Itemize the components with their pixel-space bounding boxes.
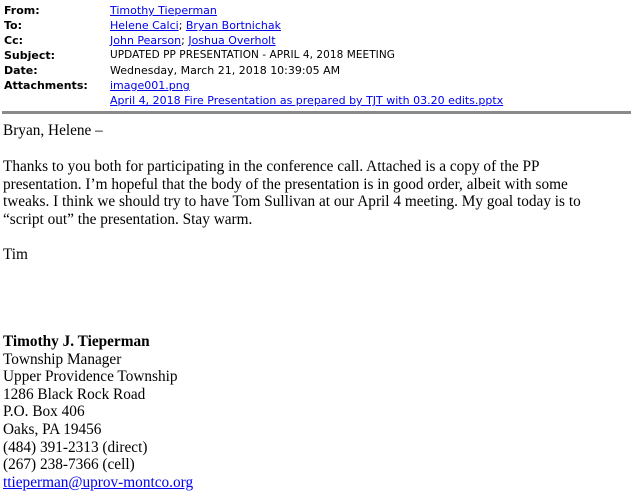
signature-title: Township Manager bbox=[3, 350, 122, 368]
date-label: Date: bbox=[4, 64, 38, 77]
attachment-1 bbox=[110, 78, 190, 93]
cc-separator: ; bbox=[181, 34, 189, 47]
greeting: Bryan, Helene – bbox=[3, 122, 103, 139]
sender-link[interactable]: Timothy Tieperman bbox=[110, 4, 217, 17]
cc-recipient-link[interactable]: Joshua Overholt bbox=[188, 34, 276, 47]
signature-phone-cell: (267) 238-7366 (cell) bbox=[3, 456, 135, 474]
cc-label: Cc: bbox=[4, 34, 23, 47]
from-label: From: bbox=[4, 4, 40, 17]
body-line: Thanks to you both for participating in the conference call. Attached is a copy of the PP bbox=[3, 158, 540, 175]
body-line: “script out” the presentation. Stay warm. bbox=[3, 210, 253, 228]
to-label: To: bbox=[4, 19, 22, 32]
to-value bbox=[110, 18, 281, 33]
recipient-link[interactable]: Bryan Bortnichak bbox=[185, 19, 281, 32]
signature-block bbox=[3, 333, 193, 491]
cc-value bbox=[110, 33, 276, 48]
closing: Tim bbox=[3, 246, 28, 263]
subject-label: Subject: bbox=[4, 49, 56, 62]
signature-email-link[interactable]: ttieperman@uprov-montco.org bbox=[3, 473, 194, 491]
signature-phone-direct: (484) 391-2313 (direct) bbox=[3, 438, 148, 456]
signature-email bbox=[3, 474, 193, 492]
header-separator bbox=[2, 111, 631, 114]
body-line: tweaks. I think we should try to have Tom Sullivan at our April 4 meeting. My goal today is to bbox=[3, 193, 581, 210]
attachment-2 bbox=[110, 93, 503, 108]
signature-city-state-zip: Oaks, PA 19456 bbox=[3, 420, 102, 438]
signature-organization: Upper Providence Township bbox=[3, 368, 178, 386]
subject-value: UPDATED PP PRESENTATION - APRIL 4, 2018 MEETING bbox=[110, 49, 395, 61]
date-value: Wednesday, March 21, 2018 10:39:05 AM bbox=[110, 64, 341, 77]
signature-address-line1: 1286 Black Rock Road bbox=[3, 385, 146, 403]
signature-name: Timothy J. Tieperman bbox=[3, 333, 150, 350]
body-line: presentation. I’m hopeful that the body of the presentation is in good order, albeit with some bbox=[3, 175, 568, 193]
from-value bbox=[110, 3, 217, 18]
recipient-separator: ; bbox=[178, 19, 186, 32]
attachments-label: Attachments: bbox=[4, 79, 88, 92]
attachment-link-image[interactable]: image001.png bbox=[110, 79, 190, 92]
attachment-link-pptx[interactable]: April 4, 2018 Fire Presentation as prepared by TJT with 03.20 edits.pptx bbox=[110, 94, 504, 107]
cc-recipient-link[interactable]: John Pearson bbox=[110, 34, 182, 47]
signature-address-line2: P.O. Box 406 bbox=[3, 403, 85, 421]
recipient-link[interactable]: Helene Calci bbox=[110, 19, 179, 32]
body-paragraph bbox=[3, 158, 633, 228]
